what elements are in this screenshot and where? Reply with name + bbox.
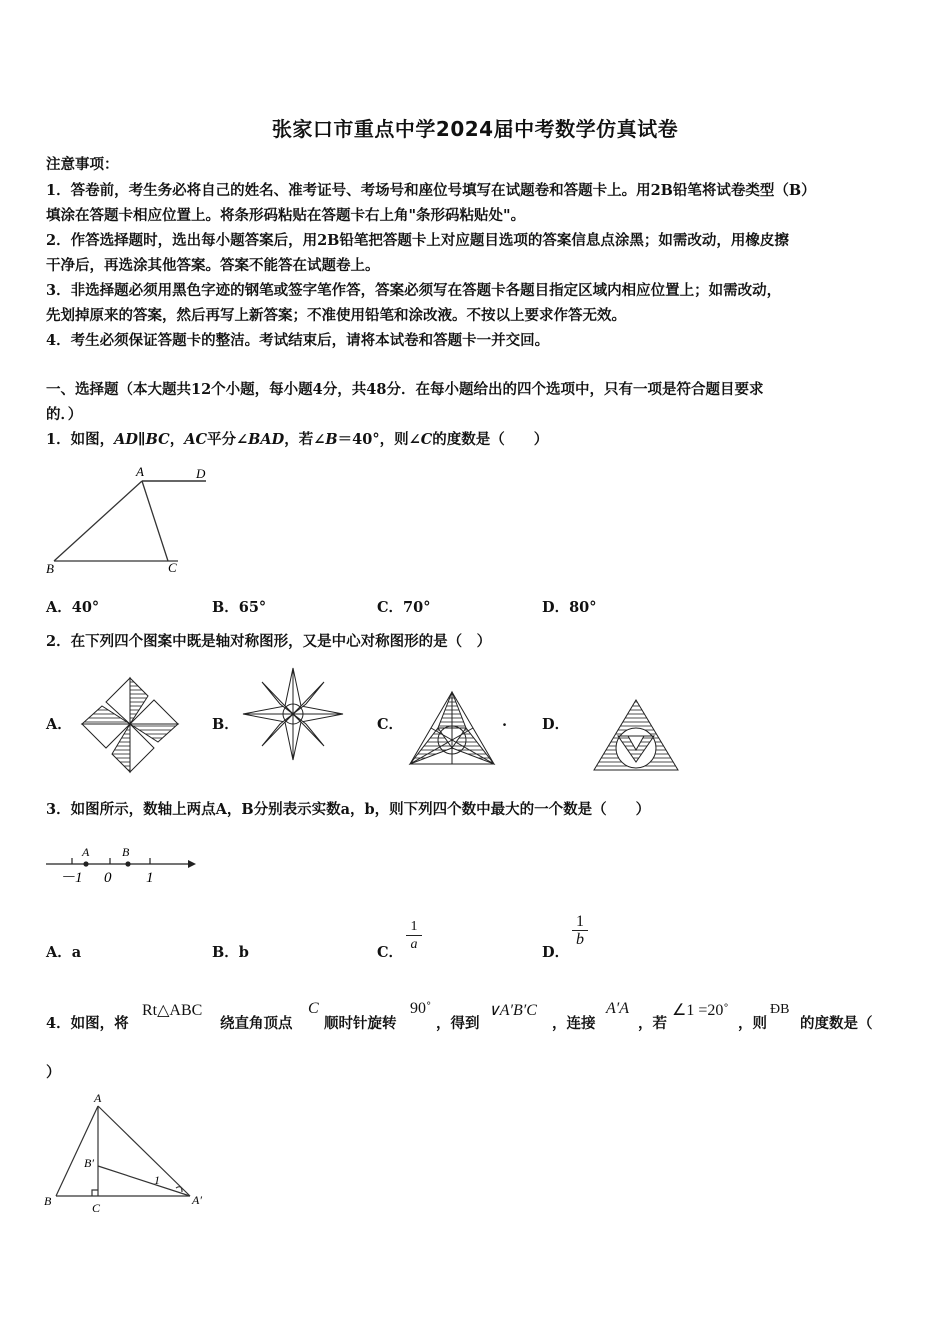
question-1-figure — [40, 460, 220, 580]
triangle-circle-figure — [590, 696, 682, 774]
option-c[interactable]: C． — [377, 944, 404, 961]
option-d[interactable]: D． — [542, 944, 570, 961]
question-4-stem: 4．如图，将 Rt△ABC 绕直角顶点 C 顺时针旋转 90˚ ，得到 ∨A′B′C ，连接 A′A ，若 ∠1 =20˚ ，则 ÐB 的度数是（ — [46, 1000, 873, 1032]
question-3-stem: 3．如图所示，数轴上两点A，B分别表示实数a，b，则下列四个数中最大的一个数是（ ） — [46, 801, 651, 818]
option-separator-dot: . — [502, 713, 508, 730]
option-a-label[interactable]: A． — [46, 716, 72, 733]
fraction-one-over-b: $\frac{1}{b}$ — [572, 913, 588, 948]
point-label-b: B — [44, 1194, 52, 1208]
notice-line: 1．答卷前，考生务必将自己的姓名、准考证号、考场号和座位号填写在试题卷和答题卡上。用2B铅笔将试卷类型（B） — [46, 182, 816, 199]
point-label-b-prime: B′ — [84, 1156, 94, 1170]
notice-line: 4．考生必须保证答题卡的整洁。考试结束后，请将本试卷和答题卡一并交回。 — [46, 332, 550, 349]
point-label-b: B — [46, 561, 54, 576]
option-c[interactable]: C．70° — [377, 599, 431, 616]
option-c-label[interactable]: C． — [377, 716, 404, 733]
pinwheel-figure — [78, 676, 182, 776]
point-label-d: D — [196, 466, 206, 481]
triangle-hatched-figure — [406, 688, 498, 768]
fraction-one-over-a: $\frac{1}{a}$ — [406, 918, 422, 953]
notice-line: 3．非选择题必须用黑色字迹的钢笔或签字笔作答，答案必须写在答题卡各题目指定区域内相应位置上；如需改动， — [46, 282, 782, 299]
point-label-a: A — [82, 845, 90, 859]
point-label-c: C — [92, 1201, 101, 1215]
option-b[interactable]: B．b — [212, 944, 249, 961]
option-b[interactable]: B．65° — [212, 599, 267, 616]
page-title: 张家口市重点中学2024届中考数学仿真试卷 — [271, 117, 679, 141]
notice-line: 干净后，再选涂其他答案。答案不能答在试题卷上。 — [46, 257, 380, 274]
notice-heading: 注意事项： — [46, 156, 119, 173]
option-b-label[interactable]: B． — [212, 716, 239, 733]
tick-label: 0 — [104, 870, 112, 886]
section-heading-cont: 的．） — [46, 406, 83, 423]
angle-label-1: 1 — [154, 1173, 160, 1187]
point-label-a: A — [94, 1091, 102, 1105]
tick-label: 1 — [146, 870, 154, 886]
option-d[interactable]: D．80° — [542, 599, 597, 616]
option-a[interactable]: A．a — [46, 944, 82, 961]
notice-line: 填涂在答题卡相应位置上。将条形码粘贴在答题卡右上角"条形码粘贴处"。 — [46, 207, 526, 224]
compass-star-figure — [240, 664, 346, 764]
point-label-a-prime: A′ — [192, 1193, 202, 1207]
point-label-b: B — [122, 845, 130, 859]
question-1-stem: 1．如图，AD∥BC，AC平分∠BAD，若∠B＝40°，则∠C的度数是（ ） — [46, 431, 549, 448]
option-d-label[interactable]: D． — [542, 716, 570, 733]
point-label-c: C — [168, 560, 177, 575]
option-a[interactable]: A．40° — [46, 599, 100, 616]
tick-label: －1 — [60, 870, 83, 886]
number-line-figure — [40, 840, 200, 886]
notice-line: 先划掉原来的答案，然后再写上新答案；不准使用铅笔和涂改液。不按以上要求作答无效。 — [46, 307, 626, 324]
question-4-stem-cont: ） — [46, 1064, 61, 1081]
point-label-a: A — [136, 464, 144, 479]
section-heading: 一、选择题（本大题共12个小题，每小题4分，共48分．在每小题给出的四个选项中，只有一项是符合题目要求 — [46, 381, 764, 398]
notice-line: 2．作答选择题时，选出每小题答案后，用2B铅笔把答题卡上对应题目选项的答案信息点涂黑；如需改动，用橡皮擦 — [46, 232, 789, 249]
question-2-stem: 2．在下列四个图案中既是轴对称图形，又是中心对称图形的是（ ） — [46, 633, 492, 650]
question-4-figure — [40, 1088, 220, 1216]
